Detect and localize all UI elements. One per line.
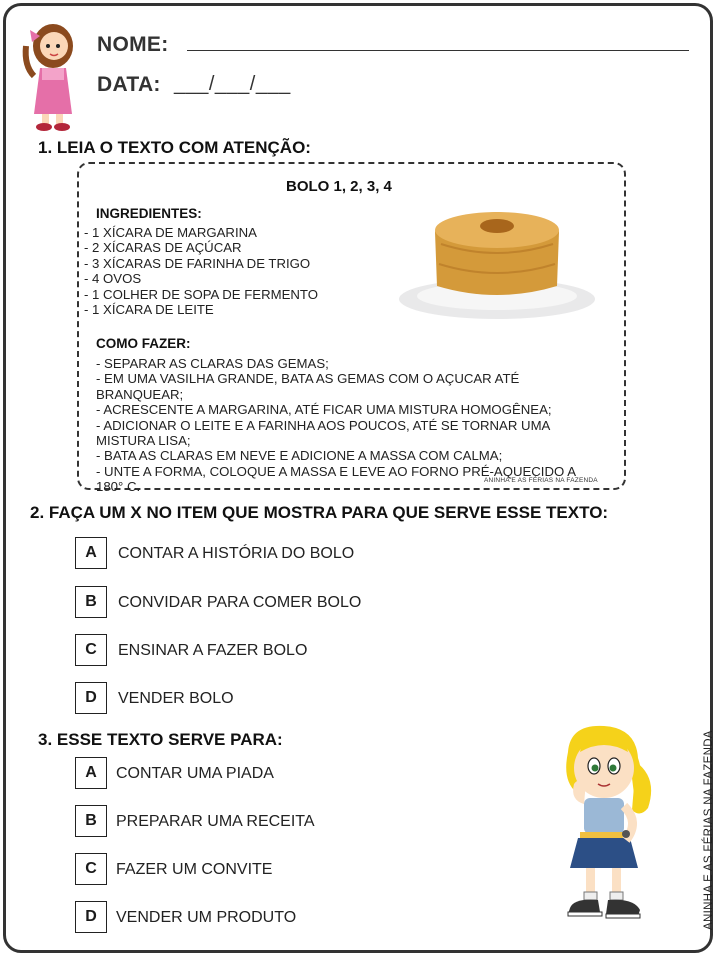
ingredient-item: - 1 XÍCARA DE MARGARINA [84, 225, 257, 240]
ingredient-item: - 2 XÍCARAS DE AÇÚCAR [84, 240, 242, 256]
question-1-title: 1. LEIA O TEXTO COM ATENÇÃO: [38, 138, 311, 157]
method-line: BRANQUEAR; [96, 386, 184, 402]
method-line: 180° C. [96, 479, 141, 495]
q3-option-d-checkbox[interactable]: D [75, 901, 107, 933]
blonde-girl-illustration [540, 722, 660, 932]
q3-option-d-text: VENDER UM PRODUTO [116, 909, 297, 926]
method-line: - UNTE A FORMA, COLOQUE A MASSA E LEVE AO FORNO PRÉ-AQUECIDO A [96, 463, 576, 479]
recipe-box [77, 162, 626, 495]
method-list [96, 356, 621, 495]
q2-option-c-checkbox[interactable]: C [75, 634, 107, 666]
q2-option-b-text: CONVIDAR PARA COMER BOLO [118, 594, 362, 611]
cake-photo [397, 204, 597, 322]
q2-option-a-text: CONTAR A HISTÓRIA DO BOLO [118, 545, 355, 562]
recipe-title: BOLO 1, 2, 3, 4 [286, 178, 392, 195]
q2-option-b-checkbox[interactable]: B [75, 586, 107, 618]
method-line: - EM UMA VASILHA GRANDE, BATA AS GEMAS COM O AÇUCAR ATÉ [96, 371, 520, 387]
method-heading: COMO FAZER: [96, 336, 191, 351]
q3-option-a-text: CONTAR UMA PIADA [116, 765, 274, 782]
method-line: MISTURA LISA; [96, 433, 191, 449]
ingredient-item: - 1 XÍCARA DE LEITE [84, 302, 214, 318]
ingredients-heading: INGREDIENTES: [96, 206, 202, 221]
q3-option-b-text: PREPARAR UMA RECEITA [116, 813, 315, 830]
ingredient-item: - 3 XÍCARAS DE FARINHA DE TRIGO [84, 255, 311, 271]
method-line: - SEPARAR AS CLARAS DAS GEMAS; [96, 356, 329, 371]
ingredient-item: - 4 OVOS [84, 271, 142, 287]
recipe-credit: ANINHA E AS FÉRIAS NA FAZENDA [484, 477, 598, 484]
date-label: DATA: [97, 73, 161, 96]
q3-option-b-checkbox[interactable]: B [75, 805, 107, 837]
name-write-line[interactable] [187, 36, 689, 51]
side-credit-vertical: ANINHA E AS FÉRIAS NA FAZENDA [703, 730, 715, 930]
date-blank[interactable]: ___/___/___ [174, 73, 291, 95]
q2-option-d-checkbox[interactable]: D [75, 682, 107, 714]
ingredient-item: - 1 COLHER DE SOPA DE FERMENTO [84, 286, 318, 302]
question-2-title: 2. FAÇA UM X NO ITEM QUE MOSTRA PARA QUE SERVE ESSE TEXTO: [30, 503, 609, 522]
q2-option-d-text: VENDER BOLO [118, 690, 234, 707]
method-line: - BATA AS CLARAS EM NEVE E ADICIONE A MASSA COM CALMA; [96, 448, 503, 464]
girl-pink-dress-illustration [20, 16, 82, 136]
question-3-title: 3. ESSE TEXTO SERVE PARA: [38, 730, 283, 749]
method-line: - ACRESCENTE A MARGARINA, ATÉ FICAR UMA MISTURA HOMOGÊNEA; [96, 402, 552, 418]
q2-option-c-text: ENSINAR A FAZER BOLO [118, 642, 308, 659]
q3-option-a-checkbox[interactable]: A [75, 757, 107, 789]
q2-option-a-checkbox[interactable]: A [75, 537, 107, 569]
name-label: NOME: [97, 33, 169, 56]
ingredients-list [84, 225, 384, 317]
method-line: - ADICIONAR O LEITE E A FARINHA AOS POUCOS, ATÉ SE TORNAR UMA [96, 417, 551, 433]
q3-option-c-text: FAZER UM CONVITE [116, 861, 273, 878]
q3-option-c-checkbox[interactable]: C [75, 853, 107, 885]
